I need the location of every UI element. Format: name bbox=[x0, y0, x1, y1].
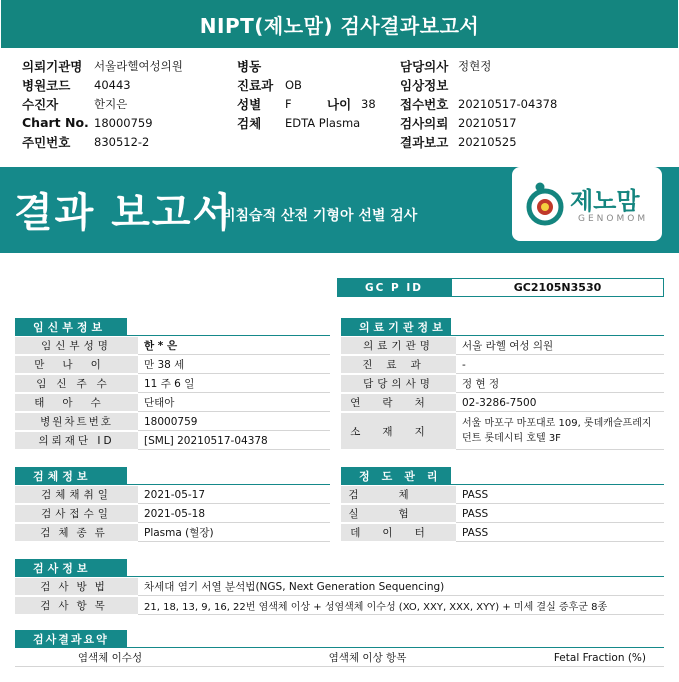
qc-label: 검체 bbox=[341, 486, 456, 504]
section-divider bbox=[15, 484, 330, 485]
address-line-1: 서울 마포구 마포대로 109, 롯데캐슬프레지 bbox=[462, 418, 652, 429]
report-title: NIPT(제노맘) 검사결과보고서 bbox=[1, 0, 678, 48]
genomom-logo-icon bbox=[524, 181, 566, 227]
meta-value: OB bbox=[285, 77, 302, 92]
meta-value: 정현정 bbox=[458, 58, 492, 73]
meta-row bbox=[237, 56, 285, 75]
banner-subtitle: 비침습적 산전 기형아 선별 검사 bbox=[222, 208, 418, 224]
age-value: 38 bbox=[361, 96, 376, 111]
meta-row bbox=[400, 113, 517, 132]
genomom-logo bbox=[512, 167, 662, 241]
institution-label: 소재지 bbox=[341, 413, 456, 450]
patient-meta bbox=[0, 52, 679, 152]
logo-text: 제노맘 bbox=[570, 187, 640, 215]
section-header-specimen: 검체정보 bbox=[15, 467, 127, 484]
summary-column-header: 염색체 이상 항목 bbox=[205, 649, 530, 667]
section-header-summary: 검사결과요약 bbox=[15, 630, 127, 647]
institution-label: 의료기관명 bbox=[341, 337, 456, 355]
meta-key: 담당의사 bbox=[400, 58, 449, 74]
section-header-pregnant: 임신부정보 bbox=[15, 318, 127, 335]
specimen-label: 검사접수일 bbox=[15, 505, 138, 523]
qc-label: 데이터 bbox=[341, 524, 456, 542]
section-divider bbox=[15, 335, 330, 336]
meta-key: 임상정보 bbox=[400, 77, 449, 93]
meta-value: 40443 bbox=[94, 77, 131, 92]
section-divider bbox=[15, 647, 664, 648]
pregnant-label: 의뢰재단 ID bbox=[15, 432, 138, 450]
test-value: 21, 18, 13, 9, 16, 22번 염색체 이상 + 성염색체 이수성 (XO, XXY, XXX, XYY) + 미세 결실 증후군 8종 bbox=[138, 597, 664, 615]
qc-label: 실험 bbox=[341, 505, 456, 523]
meta-value: 20210517-04378 bbox=[458, 96, 558, 111]
meta-key: 주민번호 bbox=[22, 134, 71, 150]
meta-key: 수진자 bbox=[22, 96, 59, 112]
banner-title: 결과 보고서 bbox=[14, 190, 234, 236]
meta-key: 의뢰기관명 bbox=[22, 58, 83, 74]
meta-row bbox=[22, 75, 131, 94]
meta-key: 병원코드 bbox=[22, 77, 71, 93]
specimen-value: 2021-05-18 bbox=[138, 505, 330, 523]
specimen-value: Plasma (혈장) bbox=[138, 524, 330, 542]
pregnant-label: 임신주수 bbox=[15, 375, 138, 393]
meta-row bbox=[400, 56, 491, 75]
qc-value: PASS bbox=[456, 486, 664, 504]
meta-row bbox=[22, 113, 153, 132]
test-label: 검사항목 bbox=[15, 597, 138, 615]
pregnant-value: 18000759 bbox=[138, 413, 330, 431]
summary-column-header: Fetal Fraction (%) bbox=[530, 649, 664, 667]
pregnant-label: 병원차트번호 bbox=[15, 413, 138, 431]
report-banner bbox=[0, 167, 679, 253]
meta-value: 18000759 bbox=[94, 115, 153, 130]
meta-value: 한지은 bbox=[94, 96, 128, 111]
meta-key: 검사의뢰 bbox=[400, 115, 449, 131]
meta-row bbox=[237, 94, 376, 113]
pregnant-value: 만 38 세 bbox=[138, 356, 330, 374]
meta-key: Chart No. bbox=[22, 115, 89, 130]
institution-value: 서울 라헬 여성 의원 bbox=[456, 337, 664, 355]
meta-key: 병동 bbox=[237, 58, 262, 74]
specimen-label: 검체채취일 bbox=[15, 486, 138, 504]
institution-value: 정 현 정 bbox=[456, 375, 664, 393]
meta-row bbox=[400, 75, 458, 94]
institution-value: - bbox=[456, 356, 664, 374]
institution-value: 02-3286-7500 bbox=[456, 394, 664, 412]
test-value: 차세대 염기 서열 분석법(NGS, Next Generation Sequencing) bbox=[138, 578, 664, 596]
address-line-2: 던트 롯데시티 호텔 3F bbox=[462, 433, 561, 444]
meta-key: 검체 bbox=[237, 115, 262, 131]
meta-row bbox=[237, 113, 360, 132]
institution-address bbox=[456, 413, 664, 450]
meta-row bbox=[22, 132, 149, 151]
pregnant-value: 11 주 6 일 bbox=[138, 375, 330, 393]
meta-key: 진료과 bbox=[237, 77, 274, 93]
meta-value: 서울라헬여성의원 bbox=[94, 58, 183, 73]
meta-value: EDTA Plasma bbox=[285, 115, 361, 130]
section-divider bbox=[341, 484, 664, 485]
gcpid-value: GC2105N3530 bbox=[451, 278, 664, 297]
pregnant-value: [SML] 20210517-04378 bbox=[138, 432, 330, 450]
section-header-test: 검사정보 bbox=[15, 559, 127, 576]
meta-row bbox=[22, 94, 127, 113]
meta-value: 830512-2 bbox=[94, 134, 150, 149]
age-label: 나이 bbox=[327, 96, 352, 112]
institution-label: 진료과 bbox=[341, 356, 456, 374]
specimen-value: 2021-05-17 bbox=[138, 486, 330, 504]
meta-value: 20210517 bbox=[458, 115, 517, 130]
summary-column-header: 염색체 이수성 bbox=[15, 649, 205, 667]
section-divider bbox=[341, 335, 664, 336]
specimen-label: 검체종류 bbox=[15, 524, 138, 542]
meta-row bbox=[237, 75, 302, 94]
institution-label: 연락처 bbox=[341, 394, 456, 412]
section-header-qc: 정도관리 bbox=[341, 467, 451, 484]
meta-row bbox=[22, 56, 183, 75]
gcpid-label: GC P ID bbox=[337, 278, 451, 297]
pregnant-value: 단태아 bbox=[138, 394, 330, 412]
pregnant-label: 태아수 bbox=[15, 394, 138, 412]
pregnant-label: 임신부성명 bbox=[15, 337, 138, 355]
meta-key: 접수번호 bbox=[400, 96, 449, 112]
pregnant-label: 만나이 bbox=[15, 356, 138, 374]
meta-key: 결과보고 bbox=[400, 134, 449, 150]
meta-row bbox=[400, 94, 557, 113]
pregnant-value: 한 * 은 bbox=[138, 337, 330, 355]
test-label: 검사방법 bbox=[15, 578, 138, 596]
qc-value: PASS bbox=[456, 505, 664, 523]
meta-value: 20210525 bbox=[458, 134, 517, 149]
logo-subtext: GENOMOM bbox=[578, 214, 649, 224]
meta-key: 성별 bbox=[237, 96, 262, 112]
section-header-institution: 의료기관정보 bbox=[341, 318, 451, 335]
section-divider bbox=[15, 576, 664, 577]
meta-value: F bbox=[285, 96, 292, 111]
institution-label: 담당의사명 bbox=[341, 375, 456, 393]
qc-value: PASS bbox=[456, 524, 664, 542]
meta-row bbox=[400, 132, 517, 151]
